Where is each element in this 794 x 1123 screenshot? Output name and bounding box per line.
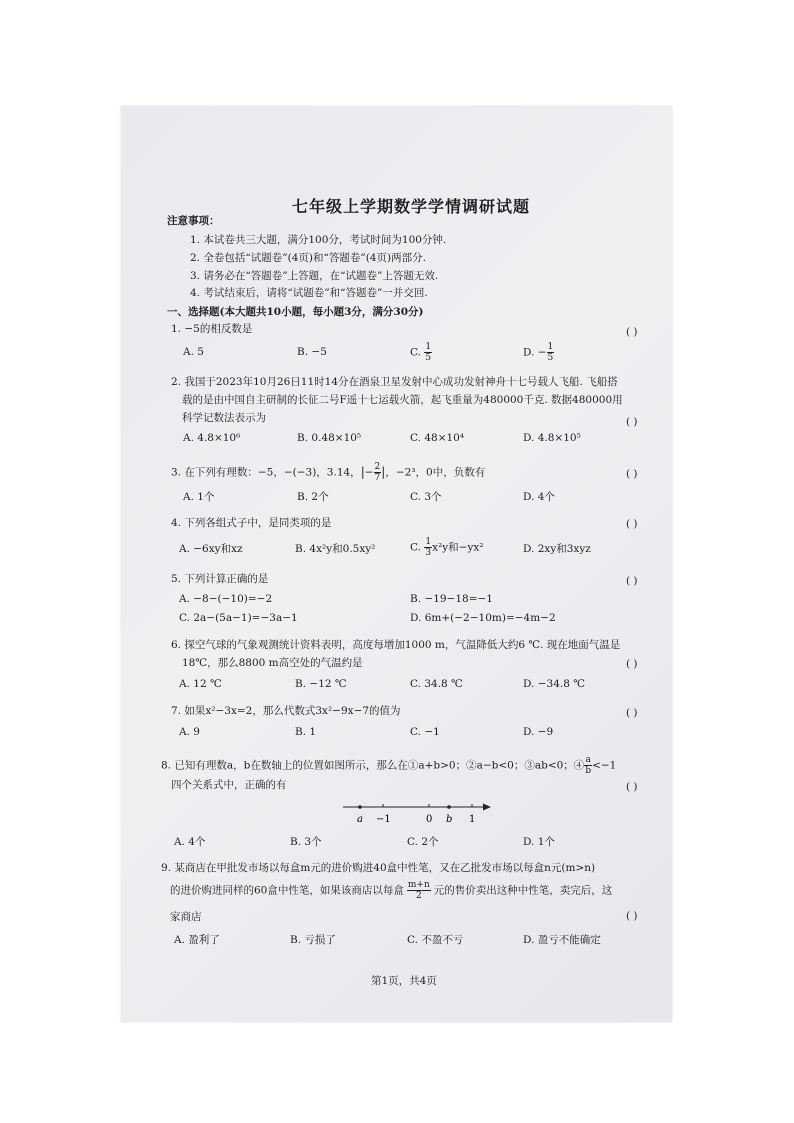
exam-paper — [121, 106, 672, 1022]
option-a: A. 盈利了 — [174, 934, 220, 946]
option-b: B. −5 — [297, 346, 327, 358]
note-item: 2. 全卷包括“试题卷”(4页)和“答题卷”(4页)两部分. — [190, 252, 426, 264]
arrow-icon — [483, 804, 491, 811]
option-a: A. 1个 — [183, 491, 215, 503]
question-1-stem: 1. −5的相反数是 — [171, 323, 253, 335]
option-b: B. 3个 — [290, 836, 322, 848]
question-2-line: 载的是由中国自主研制的长征二号F遥十七运载火箭，起飞重量为480000千克. 数据480000用 — [182, 394, 623, 406]
option-c: C. $\frac{1}{3}$ x²y和−yx² — [410, 537, 484, 558]
answer-paren: ( ) — [626, 707, 638, 719]
option-d: D. 4.8×10⁵ — [523, 432, 581, 444]
option-a: A. −6xy和xz — [179, 543, 243, 555]
option-c: C. 3个 — [410, 491, 442, 503]
axis-label: a — [357, 814, 363, 825]
option-b: B. 2个 — [297, 491, 329, 503]
option-a: A. 9 — [179, 726, 200, 738]
question-9-line: 家商店 — [170, 911, 202, 923]
option-d: D. 4个 — [523, 491, 555, 503]
question-9-line: 的进价购进同样的60盒中性笔，如果该商店以每盒 $\frac{m+n}{2}$ 元的售价卖出这种中性笔，卖完后，这 — [170, 880, 613, 901]
option-c: C. 2a−(5a−1)=−3a−1 — [179, 612, 298, 624]
axis-label: 0 — [426, 814, 433, 825]
option-a: A. 5 — [183, 346, 204, 358]
question-5-stem: 5. 下列计算正确的是 — [171, 573, 269, 585]
option-c: C. −1 — [410, 726, 440, 738]
answer-paren: ( ) — [626, 518, 638, 530]
point-b — [447, 805, 451, 809]
notes-heading: 注意事项： — [167, 215, 220, 227]
question-4-stem: 4. 下列各组式子中，是同类项的是 — [171, 517, 332, 529]
question-7-stem: 7. 如果x²−3x=2，那么代数式3x²−9x−7的值为 — [171, 705, 401, 717]
option-d: D. 1个 — [523, 836, 555, 848]
note-item: 4. 考试结束后，请将“试题卷”和“答题卷”一并交回. — [190, 287, 428, 299]
option-a: A. 4.8×10⁶ — [183, 432, 241, 444]
answer-paren: ( ) — [626, 468, 638, 480]
option-c: C. 2个 — [407, 836, 439, 848]
point-a — [358, 805, 362, 809]
question-8-line: 8. 已知有理数a，b在数轴上的位置如图所示，那么在①a+b>0；②a−b<0；③ab<0；④ $\frac{a}{b}$ <−1 — [161, 755, 617, 776]
question-6-line: 6. 探空气球的气象观测统计资料表明，高度每增加1000 m，气温降低大约6 ℃. 现在地面气温是 — [171, 639, 621, 651]
number-line-diagram — [341, 798, 493, 828]
option-a: A. −8−(−10)=−2 — [179, 593, 273, 605]
answer-paren: ( ) — [626, 575, 638, 587]
option-d: D. −9 — [523, 726, 554, 738]
answer-paren: ( ) — [626, 781, 638, 793]
option-b: B. −12 ℃ — [295, 678, 347, 690]
option-a: A. 12 ℃ — [179, 678, 222, 690]
option-b: B. 0.48×10⁵ — [297, 432, 362, 444]
answer-paren: ( ) — [626, 326, 638, 338]
page-footer: 第1页，共4页 — [371, 975, 437, 987]
option-c: C. 34.8 ℃ — [410, 678, 463, 690]
question-8-line: 四个关系式中，正确的有 — [171, 779, 287, 791]
option-c: C. 48×10⁴ — [410, 432, 465, 444]
note-item: 1. 本试卷共三大题，满分100分，考试时间为100分钟. — [190, 234, 447, 246]
option-c: C. $\frac{1}{5}$ — [410, 342, 432, 363]
section-heading: 一、选择题(本大题共10小题，每小题3分，满分30分) — [167, 306, 424, 318]
option-c: C. 不盈不亏 — [407, 934, 464, 946]
question-6-line: 18℃，那么8800 m高空处的气温约是 — [182, 657, 363, 669]
axis-label: b — [446, 814, 453, 825]
option-d: D. −34.8 ℃ — [523, 678, 585, 690]
question-3-stem: 3. 在下列有理数：−5，−(−3)，3.14，|− $\frac{2}{7}$ |，−2³，0中，负数有 — [171, 462, 486, 483]
question-2-line: 科学记数法表示为 — [182, 412, 266, 424]
option-b: B. 4x²y和0.5xy² — [295, 543, 376, 555]
option-d: D. 6m+(−2−10m)=−4m−2 — [410, 612, 556, 624]
option-d: D. 2xy和3xyz — [523, 543, 591, 555]
option-b: B. 亏损了 — [290, 934, 336, 946]
axis-label: −1 — [376, 814, 391, 825]
page-title: 七年级上学期数学学情调研试题 — [292, 197, 531, 216]
axis-label: 1 — [469, 814, 476, 825]
option-d: D. 盈亏不能确定 — [523, 934, 601, 946]
answer-paren: ( ) — [626, 658, 638, 670]
option-b: B. 1 — [295, 726, 317, 738]
answer-paren: ( ) — [626, 910, 638, 922]
option-d: D. − $\frac{1}{5}$ — [523, 342, 554, 363]
question-9-line: 9. 某商店在甲批发市场以每盒m元的进价购进40盒中性笔，又在乙批发市场以每盒n元(m>n) — [161, 862, 596, 874]
note-item: 3. 请务必在“答题卷”上答题，在“试题卷”上答题无效. — [190, 270, 439, 282]
question-2-line: 2. 我国于2023年10月26日11时14分在酒泉卫星发射中心成功发射神舟十七号载人飞船. 飞船搭 — [171, 376, 618, 388]
option-b: B. −19−18=−1 — [410, 593, 493, 605]
answer-paren: ( ) — [626, 416, 638, 428]
option-a: A. 4个 — [174, 836, 206, 848]
